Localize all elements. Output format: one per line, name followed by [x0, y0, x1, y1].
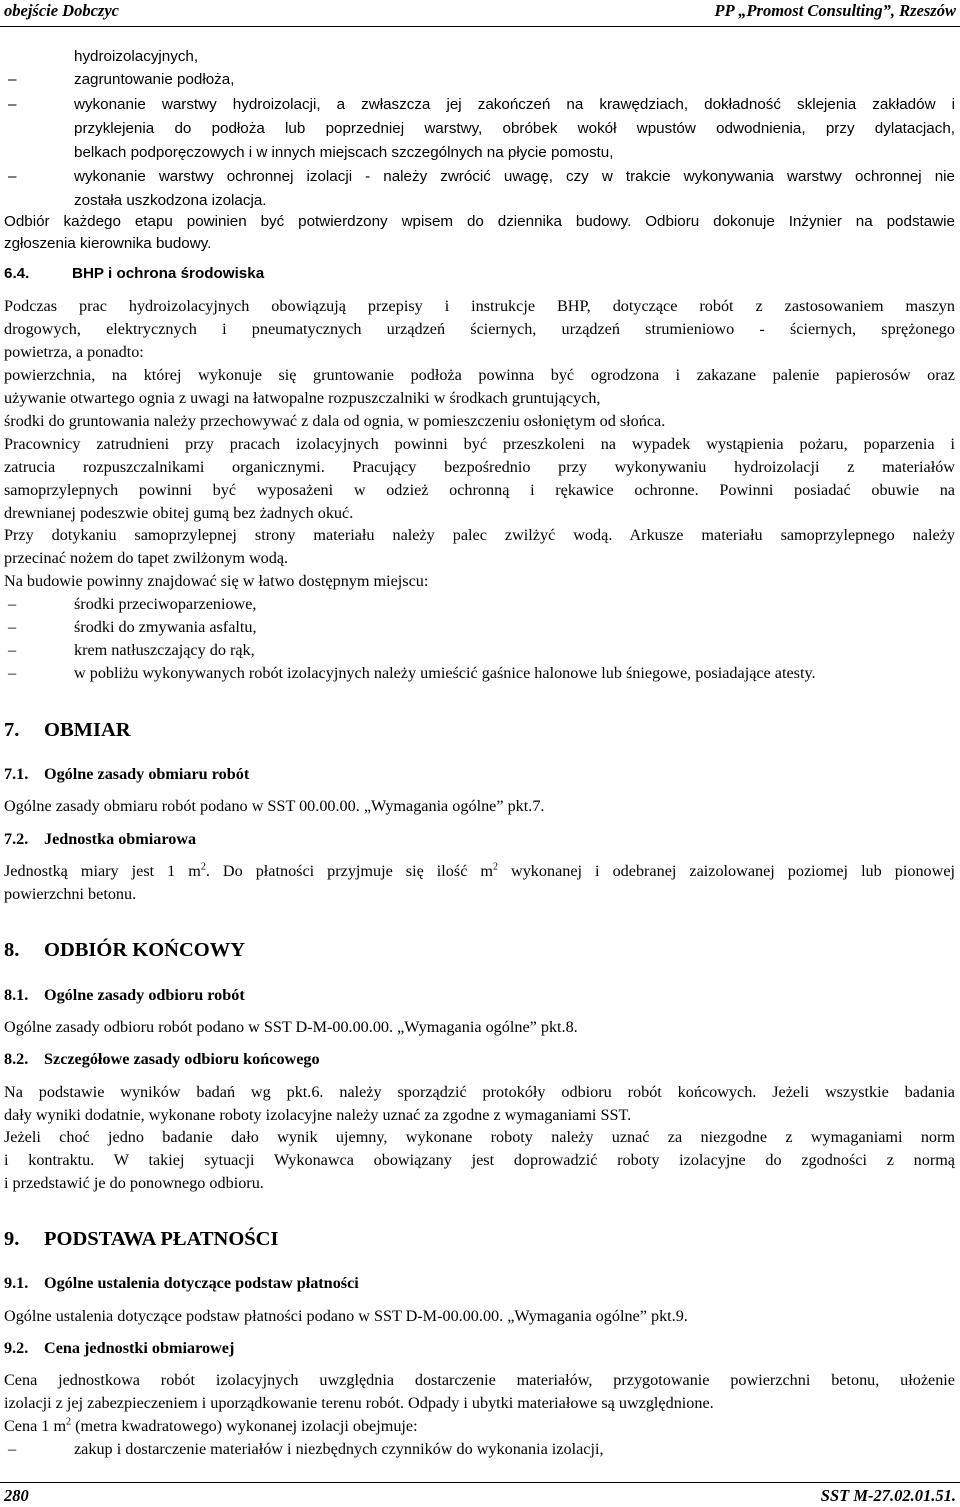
list-item-cont: belkach podporęczowych i w innych miejscach szczególnych na płycie pomostu,: [74, 144, 614, 161]
list-item: zagruntowanie podłoża,: [74, 71, 235, 88]
paragraph: powierzchnia, na której wykonuje się gruntowanie podłoża powinna być ogrodzona i zakazane palenie papierosów oraz: [4, 366, 955, 384]
paragraph: Przy dotykaniu samoprzylepnej strony materiału należy palec zwilżyć wodą. Arkusze materiału samoprzylepnego należy: [4, 526, 955, 544]
paragraph: samoprzylepnych powinni być wyposażeni w odzież ochronną i rękawice ochronne. Powinni posiadać obuwie na: [4, 481, 955, 499]
subsection-heading-9-1: [4, 1274, 359, 1293]
section-number: 9.: [4, 1228, 20, 1250]
paragraph: zatrucia rozpuszczalnikami organicznymi. Pracujący bezpośrednio przy wykonywaniu hydroizolacji z materiałów: [4, 458, 955, 476]
page-number: 280: [4, 1486, 29, 1505]
superscript: 2: [200, 861, 206, 873]
section-title: Ogólne zasady odbioru robót: [44, 986, 245, 1004]
paragraph: Odbiór każdego etapu powinien być potwierdzony wpisem do dziennika budowy. Odbioru dokonuje Inżynier na podstawie: [4, 213, 955, 230]
paragraph: Pracownicy zatrudnieni przy pracach izolacyjnych powinni być przeszkoleni na wypadek wystąpienia pożaru, poparzenia i: [4, 435, 955, 453]
section-title: PODSTAWA PŁATNOŚCI: [44, 1228, 279, 1250]
section-title: Ogólne ustalenia dotyczące podstaw płatności: [44, 1274, 359, 1292]
text-run: Jednostką miary jest 1 m: [4, 862, 201, 880]
text-run: (metra kwadratowego) wykonanej izolacji obejmuje:: [71, 1417, 418, 1435]
header-left: obejście Dobczyc: [4, 1, 119, 20]
dash-bullet: –: [8, 664, 17, 682]
paragraph: Na podstawie wyników badań wg pkt.6. należy sporządzić protokóły odbioru robót końcowych. Jeżeli wszystkie badania: [4, 1083, 955, 1101]
paragraph: Na budowie powinny znajdować się w łatwo dostępnym miejscu:: [4, 572, 429, 590]
paragraph: Cena jednostkowa robót izolacyjnych uwzględnia dostarczenie materiałów, przygotowanie powierzchni betonu, ułożenie: [4, 1371, 955, 1389]
dash-bullet: –: [8, 96, 17, 113]
text-run: . Do płatności przyjmuje się ilość m: [205, 862, 493, 880]
paragraph: przecinać nożem do tapet zwilżonym wodą.: [4, 549, 289, 567]
section-title: Szczegółowe zasady odbioru końcowego: [44, 1050, 320, 1068]
paragraph: Jeżeli choć jedno badanie dało wynik ujemny, wykonane roboty należy uznać za niezgodne z wymaganiami norm: [4, 1128, 955, 1146]
paragraph: i przedstawić je do ponownego odbioru.: [4, 1174, 264, 1192]
section-title: Jednostka obmiarowa: [44, 830, 197, 848]
list-item: krem natłuszczający do rąk,: [74, 641, 255, 659]
subsection-heading-7-2: [4, 830, 196, 849]
section-title: BHP i ochrona środowiska: [72, 265, 265, 282]
list-item: wykonanie warstwy ochronnej izolacji - należy zwrócić uwagę, czy w trakcie wykonywania warstwy ochronnej nie: [74, 168, 955, 185]
paragraph: izolacji z jej zabezpieczeniem i uporządkowanie terenu robót. Odpady i ubytki materiałowe są uwzględnione.: [4, 1394, 714, 1412]
page-footer: [0, 1482, 960, 1507]
section-number: 8.1.: [4, 986, 29, 1004]
paragraph-cont: powierzchni betonu.: [4, 885, 137, 903]
section-number: 7.1.: [4, 765, 29, 783]
dash-bullet: –: [8, 641, 17, 659]
dash-bullet: –: [8, 71, 17, 88]
text-run: wykonanej i odebranej zaizolowanej poziomej lub pionowej: [498, 862, 956, 880]
section-number: 6.4.: [4, 265, 30, 282]
list-item: w pobliżu wykonywanych robót izolacyjnych należy umieścić gaśnice halonowe lub śniegowe, posiadające atesty.: [74, 664, 816, 682]
paragraph: środki do gruntowania należy przechowywać z dala od ognia, w pomieszczeniu osłoniętym od słońca.: [4, 412, 666, 430]
dash-bullet: –: [8, 1440, 17, 1458]
paragraph: Ogólne ustalenia dotyczące podstaw płatności podano w SST D-M-00.00.00. „Wymagania ogólne” pkt.9.: [4, 1307, 688, 1325]
list-item: środki przeciwoparzeniowe,: [74, 595, 257, 613]
section-title: OBMIAR: [44, 719, 131, 741]
paragraph: Podczas prac hydroizolacyjnych obowiązują przepisy i instrukcje BHP, dotyczące robót z zastosowaniem maszyn: [4, 297, 955, 315]
section-number: 7.: [4, 719, 20, 741]
page-header: [0, 0, 960, 27]
subsection-heading-7-1: [4, 765, 249, 784]
list-item: zakup i dostarczenie materiałów i niezbędnych czynników do wykonania izolacji,: [74, 1440, 604, 1458]
paragraph: [4, 1417, 418, 1436]
section-title: ODBIÓR KOŃCOWY: [44, 939, 246, 961]
list-item: hydroizolacyjnych,: [74, 48, 199, 65]
section-number: 9.2.: [4, 1339, 29, 1357]
list-item-cont: przyklejenia do podłoża lub poprzedniej warstwy, obróbek wokół wpustów odwodnienia, przy dylatacjach,: [74, 120, 955, 137]
paragraph: drogowych, elektrycznych i pneumatycznych urządzeń ściernych, urządzeń strumieniowo - ściernych, sprężonego: [4, 320, 955, 338]
subsection-heading-8-2: [4, 1050, 320, 1069]
section-number: 9.1.: [4, 1274, 29, 1292]
subsection-heading-9-2: [4, 1339, 234, 1358]
superscript: 2: [66, 1416, 72, 1428]
paragraph-cont: zgłoszenia kierownika budowy.: [4, 235, 212, 252]
list-item-cont: została uszkodzona izolacja.: [74, 192, 267, 209]
paragraph: [4, 862, 955, 881]
document-code: SST M-27.02.01.51.: [820, 1486, 956, 1505]
subsection-heading-8-1: [4, 986, 245, 1005]
paragraph: dały wyniki dodatnie, wykonane roboty izolacyjne należy uznać za zgodne z wymaganiami SST.: [4, 1106, 632, 1124]
section-heading-6-4: [4, 265, 264, 282]
paragraph: drewnianej podeszwie obitej gumą bez żadnych okuć.: [4, 504, 354, 522]
section-title: Cena jednostki obmiarowej: [44, 1339, 235, 1357]
superscript: 2: [493, 861, 498, 873]
section-title: Ogólne zasady obmiaru robót: [44, 765, 250, 783]
section-heading-9: [4, 1228, 278, 1251]
paragraph: powietrza, a ponadto:: [4, 343, 144, 361]
paragraph: używanie otwartego ognia z uwagi na łatwopalne rozpuszczalniki w środkach gruntujących,: [4, 389, 601, 407]
paragraph: Ogólne zasady odbioru robót podano w SST D-M-00.00.00. „Wymagania ogólne” pkt.8.: [4, 1018, 578, 1036]
section-number: 8.2.: [4, 1050, 29, 1068]
section-heading-8: [4, 939, 245, 962]
header-right: PP „Promost Consulting”, Rzeszów: [714, 1, 956, 20]
text-run: Cena 1 m: [4, 1417, 67, 1435]
list-item: środki do zmywania asfaltu,: [74, 618, 257, 636]
section-number: 7.2.: [4, 830, 29, 848]
section-number: 8.: [4, 939, 20, 961]
paragraph: Ogólne zasady obmiaru robót podano w SST 00.00.00. „Wymagania ogólne” pkt.7.: [4, 797, 545, 815]
dash-bullet: –: [8, 168, 17, 185]
dash-bullet: –: [8, 618, 17, 636]
paragraph: i kontraktu. W takiej sytuacji Wykonawca obowiązany jest doprowadzić roboty izolacyjne do zgodności z normą: [4, 1151, 955, 1169]
list-item: wykonanie warstwy hydroizolacji, a zwłaszcza jej zakończeń na krawędziach, dokładność sklejenia zakładów i: [74, 96, 955, 113]
section-heading-7: [4, 719, 131, 742]
dash-bullet: –: [8, 595, 17, 613]
